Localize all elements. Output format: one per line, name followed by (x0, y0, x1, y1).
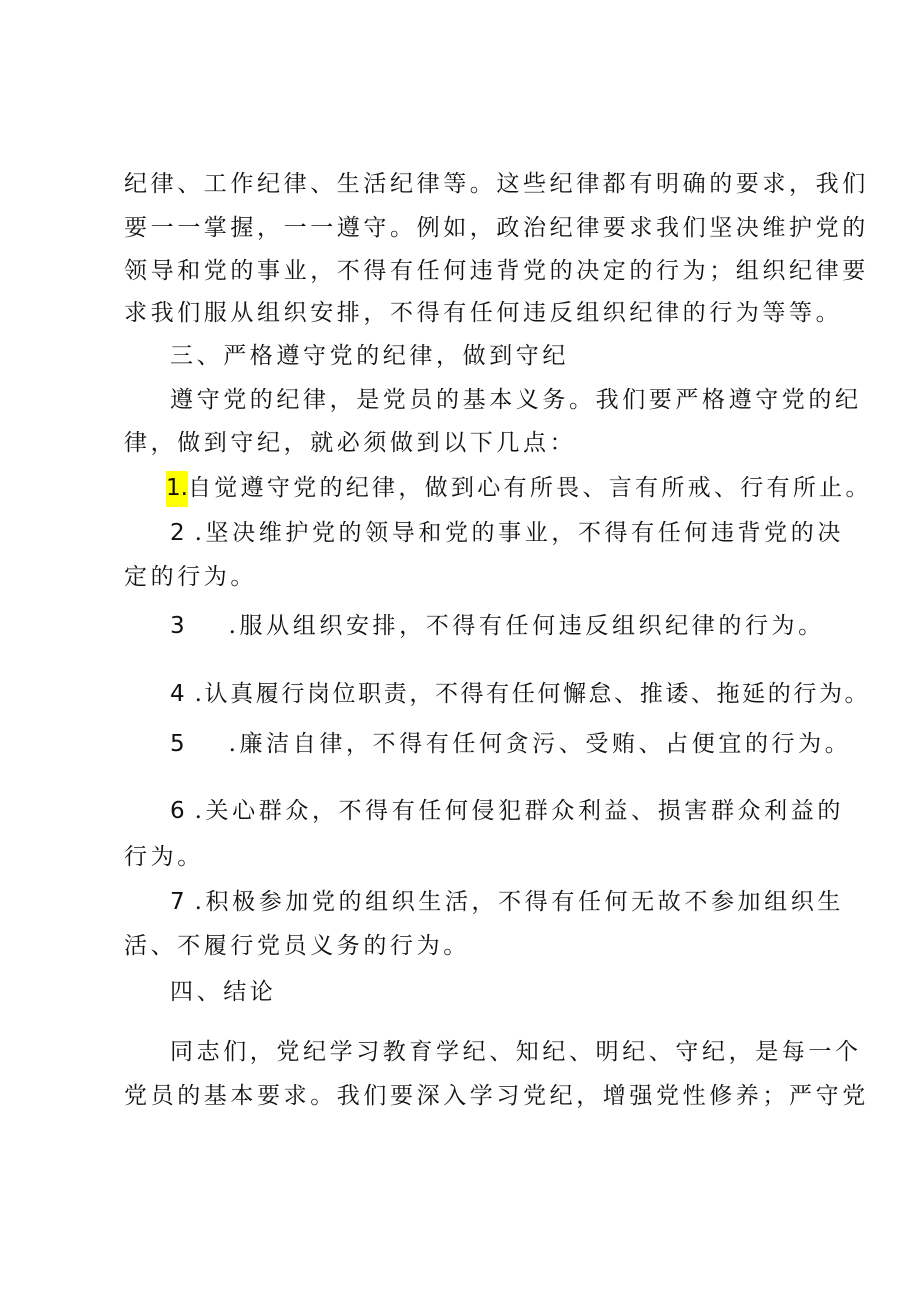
paragraph-line: 律，做到守纪，就必须做到以下几点： (124, 430, 577, 456)
list-item-continuation: 行为。 (124, 844, 204, 870)
list-item (170, 729, 851, 759)
list-item-continuation: 活、不履行党员义务的行为。 (124, 933, 470, 959)
list-item (166, 473, 872, 503)
list-item-continuation: 定的行为。 (124, 564, 257, 590)
paragraph-line: 求我们服从组织安排，不得有任何违反组织纪律的行为等等。 (124, 300, 843, 326)
paragraph-line: 遵守党的纪律，是党员的基本义务。我们要严格遵守党的纪 (170, 387, 862, 413)
list-item-text: .关心群众，不得有任何侵犯群众利益、损害群众利益的 (194, 798, 844, 824)
paragraph-line: 领导和党的事业，不得有任何违背党的决定的行为；组织纪律要 (124, 258, 869, 284)
list-item (170, 796, 844, 826)
list-item (170, 679, 870, 709)
list-item-text: .服从组织安排，不得有任何违反组织纪律的行为。 (228, 613, 825, 639)
list-item (170, 887, 844, 917)
paragraph-line: 要一一掌握，一一遵守。例如，政治纪律要求我们坚决维护党的 (124, 215, 869, 241)
list-item-number: 4 (170, 681, 185, 707)
section-heading: 四、结论 (170, 979, 277, 1005)
list-item-number-highlighted: 1. (166, 471, 188, 507)
list-item-text: .廉洁自律，不得有任何贪污、受贿、占便宜的行为。 (228, 731, 852, 757)
list-item-number: 6 (170, 798, 185, 824)
list-item-number: 3 (170, 613, 185, 639)
paragraph-line: 党员的基本要求。我们要深入学习党纪，增强党性修养；严守党 (124, 1083, 869, 1109)
list-item-text: 自觉遵守党的纪律，做到心有所畏、言有所戒、行有所止。 (187, 475, 872, 501)
list-item-text: .坚决维护党的领导和党的事业，不得有任何违背党的决 (194, 520, 844, 546)
list-item (170, 518, 844, 548)
paragraph-line: 纪律、工作纪律、生活纪律等。这些纪律都有明确的要求，我们 (124, 171, 869, 197)
list-item (170, 611, 825, 641)
list-item-text: .认真履行岗位职责，不得有任何懈怠、推诿、拖延的行为。 (194, 681, 871, 707)
list-item-number: 2 (170, 520, 185, 546)
paragraph-line: 同志们，党纪学习教育学纪、知纪、明纪、守纪，是每一个 (170, 1039, 862, 1065)
list-item-number: 5 (170, 731, 185, 757)
list-item-number: 7 (170, 889, 185, 915)
section-heading: 三、严格遵守党的纪律，做到守纪 (170, 343, 569, 369)
list-item-text: .积极参加党的组织生活，不得有任何无故不参加组织生 (194, 889, 844, 915)
